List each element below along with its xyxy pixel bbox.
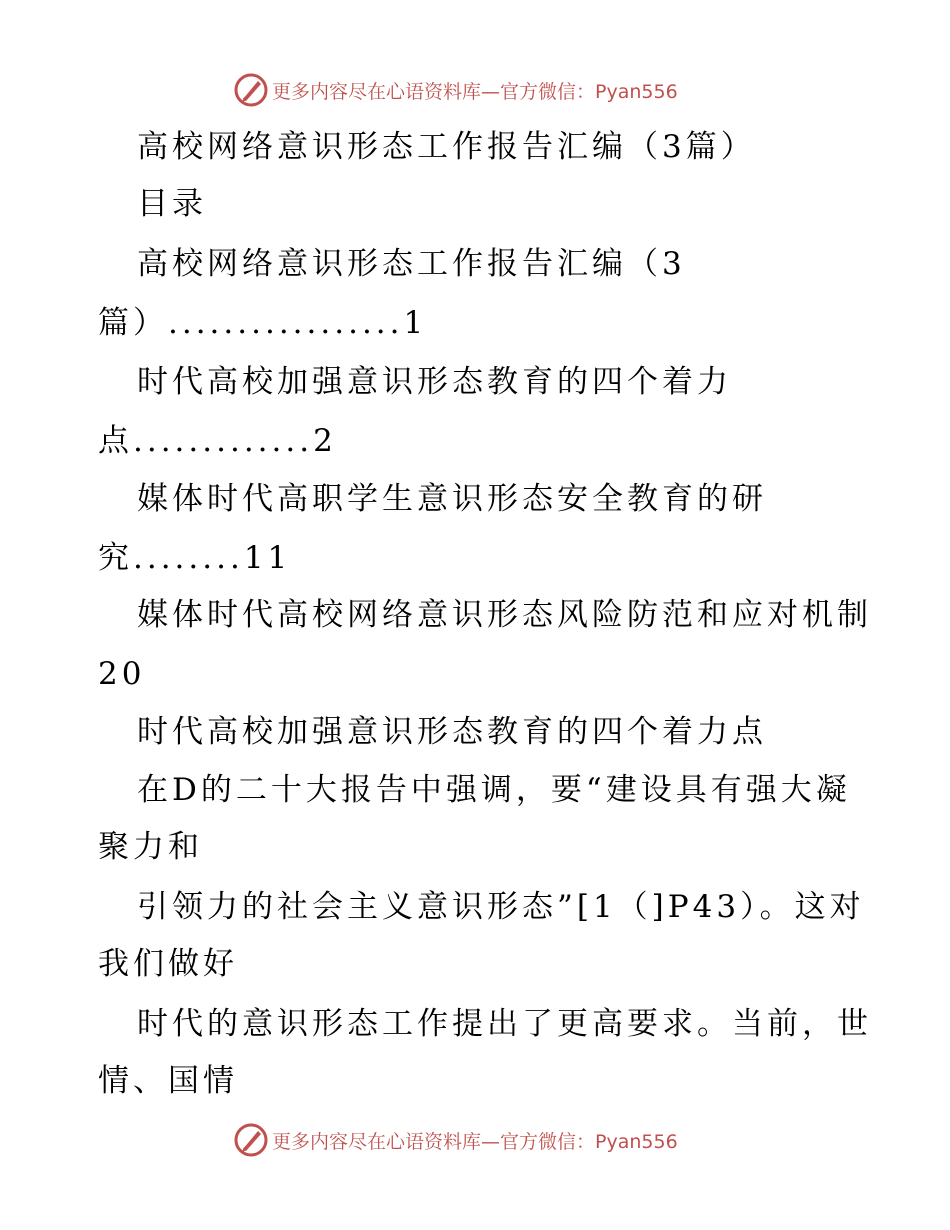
watermark-wechat-text: 官方微信：Pyan556 [500, 80, 678, 103]
section-heading: 时代高校加强意识形态教育的四个着力点 [137, 714, 767, 750]
paragraph-line: 在D的二十大报告中强调，要“建设具有强大凝 [137, 772, 851, 808]
watermark-separator: — [481, 80, 501, 103]
toc-entry-3-line-2: 究........11 [98, 540, 292, 576]
quill-pen-logo-icon [234, 73, 268, 107]
toc-entry-3-line-1: 媒体时代高职学生意识形态安全教育的研 [137, 481, 767, 517]
paragraph-line: 引领力的社会主义意识形态”[1（]P43）。这对 [137, 889, 865, 925]
toc-heading: 目录 [137, 186, 207, 222]
toc-entry-1-line-2: 篇）.................1 [98, 305, 428, 341]
quill-pen-logo-icon [234, 1123, 268, 1157]
watermark-separator: — [481, 1130, 501, 1153]
toc-entry-1-line-1: 高校网络意识形态工作报告汇编（3 [137, 246, 686, 282]
toc-entry-4-line-1: 媒体时代高校网络意识形态风险防范和应对机制 [137, 597, 872, 633]
watermark-main-text: 更多内容尽在心语资料库 [272, 1130, 482, 1153]
toc-entry-2-line-2: 点.............2 [98, 423, 337, 459]
toc-entry-4-line-2: 20 [98, 656, 146, 692]
paragraph-line: 时代的意识形态工作提出了更高要求。当前，世 [137, 1006, 872, 1042]
header-watermark-banner [234, 72, 678, 108]
watermark-wechat-text: 官方微信：Pyan556 [500, 1130, 678, 1153]
paragraph-line: 我们做好 [98, 946, 238, 982]
watermark-main-text: 更多内容尽在心语资料库 [272, 80, 482, 103]
document-title: 高校网络意识形态工作报告汇编（3篇） [137, 129, 756, 165]
toc-entry-2-line-1: 时代高校加强意识形态教育的四个着力 [137, 364, 732, 400]
footer-watermark-banner [234, 1122, 678, 1158]
paragraph-line: 情、国情 [98, 1063, 238, 1099]
paragraph-line: 聚力和 [98, 829, 203, 865]
